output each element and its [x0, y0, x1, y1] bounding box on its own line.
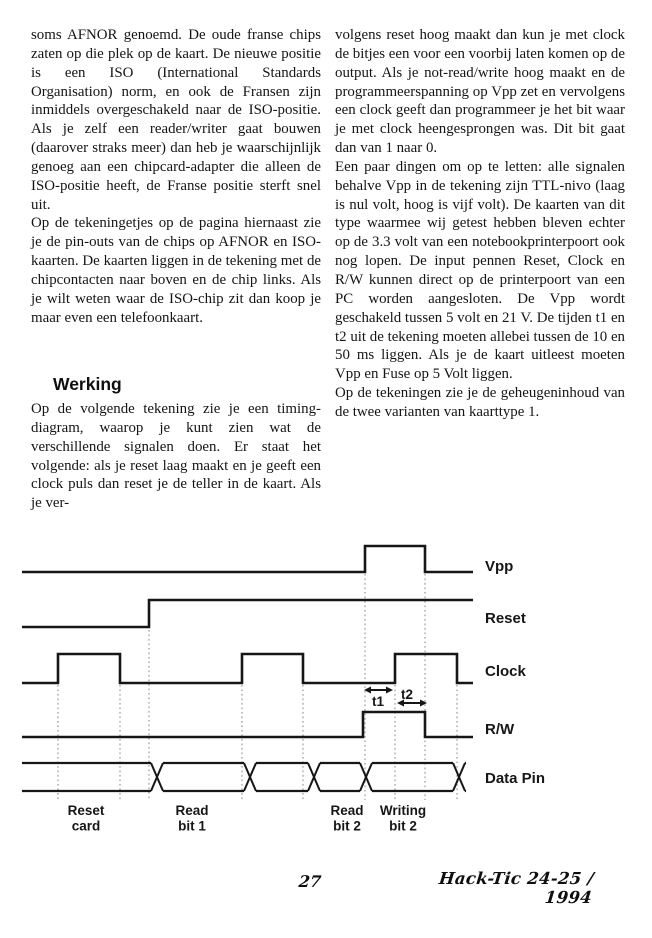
timing-mark-label: t2: [400, 687, 414, 702]
segment-label: Read: [330, 803, 364, 818]
magazine-footer: Hack-Tic 24-25 / 1994: [438, 869, 595, 907]
body-paragraph: volgens reset hoog maakt dan kun je met clock de bitjes een voor een voorbij laten komen op de output. Als je not-read/write hoog maakt en de programmeerspanning op Vpp zet en vervolgens een clock geeft dan programmeer je het bit waar je met clock heengesprongen was. Dit bit gaat dan van 1 naar 0.: [335, 27, 625, 157]
segment-label: bit 1: [178, 818, 206, 834]
waveform-vpp: [22, 546, 473, 572]
section-heading: Werking: [53, 374, 122, 394]
segment-label: Read: [175, 803, 209, 818]
waveform-reset: [22, 600, 473, 627]
signal-label-vpp: Vpp: [485, 558, 514, 575]
waveform-clock: [22, 654, 473, 683]
page-number: 27: [297, 872, 323, 891]
segment-label: bit 2: [333, 818, 361, 834]
body-paragraph: soms AFNOR genoemd. De oude franse chips zaten op die plek op de kaart. De nieuwe positie is een ISO (International Standards Organisation) norm, en ook de Fransen zijn inmiddels overgeschakeld naar de ISO-positie. Als je zelf een reader/writer gaat bouwen (daarover straks meer) dan heb je waarschijnlijk genoeg aan een chipcard-adapter die alleen de ISO-positie heeft, de Franse positie sterft snel uit.: [31, 27, 321, 213]
signal-label-data-pin: Data Pin: [485, 770, 546, 787]
signal-label-rw: R/W: [485, 721, 515, 738]
signal-label-clock: Clock: [485, 663, 526, 680]
body-paragraph: Op de tekeningetjes op de pagina hiernaast zie je de pin-outs van de chips op AFNOR en ISO-kaarten. De kaarten liggen in de tekening met de chipcontacten naar boven en de chip links. Als je wilt weten waar de ISO-chip zit dan koop je maar even een telefoonkaart.: [31, 215, 321, 326]
signal-label-reset: Reset: [485, 610, 526, 627]
timing-mark-label: t1: [371, 694, 385, 709]
body-paragraph: Op de volgende tekening zie je een timing-diagram, waarop je kunt zien wat de verschillende signalen doen. Er staat het volgende: als je reset laag maakt en je geeft een clock puls dan reset je de teller in de kaart. Als je ver-: [31, 401, 321, 512]
segment-label: card: [71, 818, 101, 834]
arrowhead-right: [386, 687, 393, 694]
body-paragraph: Op de tekeningen zie je de geheugeninhoud van de twee varianten van kaarttype 1.: [335, 385, 625, 420]
body-paragraph: Een paar dingen om op te letten: alle signalen behalve Vpp in de tekening zijn TTL-nivo (laag is nul volt, hoog is vijf volt). De kaarten van dit type waarmee wij getest hebben bleven echter op de 3.3 volt van een notebookprinterpoort ook nog lopen. De input pennen Reset, Clock en R/W kunnen direct op de printerpoort van een PC worden aangesloten. De Vpp wordt geschakeld tussen 5 volt en 21 V. De tijden t1 en t2 uit de tekening moeten allebei tussen de 10 en 50 ms liggen. Als je de kaart uitleest moeten Vpp en Fuse op 5 Volt liggen.: [335, 158, 625, 383]
waveform-rw: [22, 712, 473, 737]
arrowhead-right: [420, 700, 427, 707]
segment-label: bit 2: [389, 818, 417, 834]
segment-label: Reset: [67, 803, 105, 818]
segment-label: Writing: [379, 803, 427, 818]
